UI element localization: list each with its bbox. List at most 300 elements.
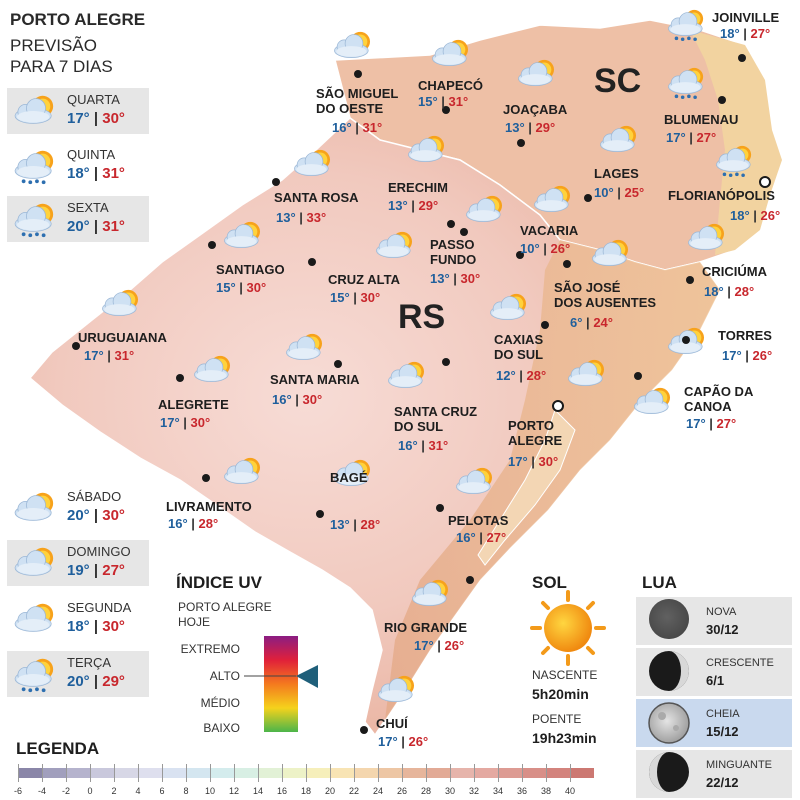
city-name: PASSO FUNDO <box>430 237 477 267</box>
city-max: 26° <box>444 638 465 653</box>
legend-tick <box>114 764 115 782</box>
city-name: LAGES <box>594 166 639 181</box>
city-max: 29° <box>418 198 439 213</box>
city-marker <box>208 241 216 249</box>
city-max: 27° <box>696 130 717 145</box>
legend-swatch <box>90 768 114 778</box>
city-temps: 10° | 25° <box>594 185 645 200</box>
uv-level-extremo: EXTREMO <box>180 642 240 656</box>
city-max: 30° <box>460 271 481 286</box>
city-max: 26° <box>408 734 429 749</box>
city-max: 27° <box>486 530 507 545</box>
legend-tick <box>162 764 163 782</box>
city-min: 16° <box>168 516 188 531</box>
city-name: CAPÃO DA CANOA <box>684 384 754 414</box>
forecast-day-name: SEGUNDA <box>67 600 132 615</box>
city-min: 17° <box>508 454 528 469</box>
legend-tick-label: 32 <box>468 786 479 796</box>
legend-swatch <box>114 768 138 778</box>
partly-cloudy-icon <box>282 330 330 368</box>
forecast-max: 31° <box>102 165 125 182</box>
city-temps: 17° | 30° <box>160 415 211 430</box>
city-min: 13° <box>388 198 408 213</box>
legend-tick-label: 30 <box>444 786 455 796</box>
uv-title: ÍNDICE UV <box>176 573 262 592</box>
forecast-day-name: SEXTA <box>67 200 109 215</box>
city-marker <box>308 258 316 266</box>
sun-rain-icon <box>9 147 63 187</box>
city-max: 24° <box>593 315 613 330</box>
legend-tick <box>186 764 187 782</box>
legend-tick <box>378 764 379 782</box>
city-max: 30° <box>246 280 267 295</box>
city-marker <box>686 276 694 284</box>
partly-cloudy-icon <box>596 122 644 160</box>
moon-phase-name: CHEIA <box>706 708 740 720</box>
legend-tick-label: 0 <box>87 786 93 796</box>
legend-swatch <box>546 768 570 778</box>
city-name: CHUÍ <box>376 716 408 731</box>
forecast-day <box>7 540 149 586</box>
forecast-max: 27° <box>102 562 125 579</box>
legend-tick <box>258 764 259 782</box>
legend-tick-label: 2 <box>111 786 117 796</box>
partly-cloudy-icon <box>404 132 452 170</box>
city-name: SÃO JOSÉ DOS AUSENTES <box>554 280 657 310</box>
city-min: 17° <box>84 348 104 363</box>
moon-phase-date: 15/12 <box>706 724 739 739</box>
city-temps: 13° | 29° <box>505 120 556 135</box>
partly-cloudy-icon <box>452 464 500 502</box>
forecast-min: 20° <box>67 507 90 524</box>
city-min: 17° <box>160 415 180 430</box>
legend-swatch <box>402 768 426 778</box>
rain-cloud-icon <box>664 64 712 102</box>
uv-level-baixo: BAIXO <box>203 721 240 735</box>
partly-cloudy-icon <box>190 352 238 390</box>
legend-tick-label: 14 <box>252 786 263 796</box>
legend-tick <box>546 764 547 782</box>
legend-tick <box>522 764 523 782</box>
capital-marker <box>759 176 771 188</box>
moon-phase-date: 6/1 <box>706 673 725 688</box>
legend-tick-label: 28 <box>420 786 431 796</box>
forecast-day-name: SÁBADO <box>67 489 122 504</box>
city-name: ALEGRETE <box>158 397 229 412</box>
city-temps: 6° | 24° <box>570 315 613 330</box>
city-min: 6° <box>570 315 583 330</box>
partly-cloudy-icon <box>384 358 432 396</box>
legend-tick <box>90 764 91 782</box>
city-min: 15° <box>330 290 350 305</box>
city-temps: 16° | 31° <box>332 120 383 135</box>
city-max: 27° <box>716 416 737 431</box>
legend-tick-label: 16 <box>276 786 287 796</box>
legend-swatch <box>426 768 450 778</box>
legend-tick <box>234 764 235 782</box>
city-marker <box>682 336 690 344</box>
city-marker <box>316 510 324 518</box>
partly-cloudy-icon <box>220 454 268 492</box>
city-temps: 16° | 31° <box>398 438 449 453</box>
legend-tick-label: 12 <box>228 786 239 796</box>
partly-cloudy-icon <box>330 28 378 66</box>
city-temps: 13° | 29° <box>388 198 439 213</box>
moon-waning-icon <box>649 752 689 792</box>
city-marker <box>466 576 474 584</box>
forecast-day-temps: 18° | 30° <box>67 618 125 635</box>
city-name: PELOTAS <box>448 513 509 528</box>
city-temps: 17° | 27° <box>686 416 737 431</box>
city-name: SANTA ROSA <box>274 190 359 205</box>
city-marker <box>334 360 342 368</box>
city-name: ERECHIM <box>388 180 448 195</box>
legend-tick-label: 40 <box>564 786 575 796</box>
legend-tick <box>354 764 355 782</box>
city-min: 16° <box>456 530 476 545</box>
partly-cloudy-icon <box>374 672 422 710</box>
uv-subtitle: PORTO ALEGRE HOJE <box>178 600 272 629</box>
city-name: BLUMENAU <box>664 112 739 127</box>
city-temps: 16° | 30° <box>272 392 323 407</box>
city-marker <box>272 178 280 186</box>
legend-swatch <box>162 768 186 778</box>
rain-cloud-icon <box>712 142 760 180</box>
sun-title: SOL <box>532 573 567 592</box>
forecast-day <box>7 596 149 642</box>
forecast-day-name: QUARTA <box>67 92 120 107</box>
forecast-max: 30° <box>102 507 125 524</box>
legend-tick <box>138 764 139 782</box>
forecast-min: 18° <box>67 165 90 182</box>
city-marker <box>584 194 592 202</box>
legend-tick <box>66 764 67 782</box>
legend-tick <box>402 764 403 782</box>
legend-tick-label: -2 <box>61 786 70 796</box>
legend-tick-label: 22 <box>348 786 359 796</box>
partly-cloudy-icon <box>530 182 578 220</box>
city-name: SANTIAGO <box>216 262 285 277</box>
city-name: LIVRAMENTO <box>166 499 252 514</box>
moon-phase-name: CRESCENTE <box>706 657 774 669</box>
forecast-min: 19° <box>67 562 90 579</box>
city-marker <box>176 374 184 382</box>
sunrise-label: NASCENTE <box>532 668 598 682</box>
legend-tick <box>498 764 499 782</box>
legend-tick-label: 26 <box>396 786 407 796</box>
city-max: 30° <box>360 290 381 305</box>
city-name: SÃO MIGUEL DO OESTE <box>316 86 399 116</box>
city-name: VACARIA <box>520 223 579 238</box>
sun-icon <box>532 592 604 664</box>
capital-marker <box>552 400 564 412</box>
partly-cloudy-icon <box>462 192 510 230</box>
city-max: 30° <box>538 454 559 469</box>
partly-cloudy-icon <box>428 36 476 74</box>
city-min: 17° <box>378 734 398 749</box>
city-max: 31° <box>114 348 135 363</box>
city-temps: 16° | 27° <box>456 530 507 545</box>
forecast-day <box>7 88 149 134</box>
moon-phase-date: 22/12 <box>706 775 739 790</box>
partly-cloudy-icon <box>372 228 420 266</box>
city-max: 28° <box>360 517 381 532</box>
forecast-day-temps: 18° | 31° <box>67 165 125 182</box>
legend-tick <box>42 764 43 782</box>
legend-tick-label: 24 <box>372 786 383 796</box>
forecast-day <box>7 143 149 189</box>
legend-swatch <box>522 768 546 778</box>
forecast-min: 17° <box>67 110 90 127</box>
moon-phase-name: NOVA <box>706 606 737 618</box>
city-name: CAXIAS DO SUL <box>494 332 544 362</box>
legend-tick <box>570 764 571 782</box>
city-marker <box>442 358 450 366</box>
legend-tick-label: 38 <box>540 786 551 796</box>
city-min: 17° <box>414 638 434 653</box>
legend-tick-label: -4 <box>37 786 46 796</box>
moon-crescent-icon <box>649 651 689 691</box>
partly-cloudy-icon <box>588 236 636 274</box>
city-marker <box>563 260 571 268</box>
city-min: 17° <box>666 130 686 145</box>
partly-cloudy-icon <box>408 576 456 614</box>
city-marker <box>541 321 549 329</box>
partly-cloudy-icon <box>9 489 63 529</box>
legend-swatch <box>450 768 474 778</box>
legend-tick-label: 18 <box>300 786 311 796</box>
legend-tick-label: 34 <box>492 786 503 796</box>
legend-swatch <box>258 768 282 778</box>
city-max: 30° <box>302 392 323 407</box>
partly-cloudy-icon <box>9 544 63 584</box>
city-min: 16° <box>272 392 292 407</box>
legend-tick <box>282 764 283 782</box>
city-max: 26° <box>760 208 781 223</box>
partly-cloudy-icon <box>684 220 732 258</box>
page-subtitle: PREVISÃO PARA 7 DIAS <box>10 36 113 76</box>
city-name: FLORIANÓPOLIS <box>668 188 775 203</box>
city-name: SANTA CRUZ DO SUL <box>394 404 478 434</box>
city-max: 28° <box>526 368 547 383</box>
city-temps: 16° | 28° <box>168 516 219 531</box>
sunrise-time: 5h20min <box>532 686 589 702</box>
legend-swatch <box>354 768 378 778</box>
forecast-day <box>7 196 149 242</box>
moon-phase-name: MINGUANTE <box>706 759 772 771</box>
city-temps: 15° | 30° <box>216 280 267 295</box>
city-min: 17° <box>686 416 706 431</box>
city-temps: 18° | 28° <box>704 284 755 299</box>
legend-tick-label: 10 <box>204 786 215 796</box>
forecast-max: 30° <box>102 618 125 635</box>
city-min: 12° <box>496 368 516 383</box>
uv-scale-bar <box>264 636 298 732</box>
city-max: 31° <box>448 94 469 109</box>
page-title: PORTO ALEGRE <box>10 10 146 29</box>
city-max: 28° <box>734 284 755 299</box>
sun-rain-icon <box>9 655 63 695</box>
legend-swatch <box>474 768 498 778</box>
city-max: 31° <box>428 438 449 453</box>
moon-phase-date: 30/12 <box>706 622 739 637</box>
city-max: 27° <box>750 26 771 41</box>
legend-title: LEGENDA <box>16 739 100 758</box>
city-temps: 17° | 27° <box>666 130 717 145</box>
uv-level-medio: MÉDIO <box>200 696 240 710</box>
city-name: JOAÇABA <box>503 102 568 117</box>
forecast-day-name: DOMINGO <box>67 544 131 559</box>
city-temps: 17° | 30° <box>508 454 559 469</box>
city-marker <box>517 139 525 147</box>
forecast-min: 20° <box>67 218 90 235</box>
city-temps: 18° | 26° <box>730 208 781 223</box>
partly-cloudy-icon <box>514 56 562 94</box>
partly-cloudy-icon <box>290 146 338 184</box>
city-max: 31° <box>362 120 383 135</box>
city-max: 25° <box>624 185 645 200</box>
forecast-min: 18° <box>67 618 90 635</box>
legend-swatch <box>498 768 522 778</box>
sun-rain-icon <box>9 200 63 240</box>
city-name: BAGÉ <box>330 470 368 485</box>
city-min: 18° <box>730 208 750 223</box>
partly-cloudy-icon <box>98 286 146 324</box>
city-min: 15° <box>418 94 438 109</box>
rain-cloud-icon <box>664 6 712 44</box>
moon-title: LUA <box>642 573 677 592</box>
legend-tick <box>426 764 427 782</box>
partly-cloudy-icon <box>9 600 63 640</box>
city-min: 17° <box>722 348 742 363</box>
city-temps: 17° | 31° <box>84 348 135 363</box>
city-name: URUGUAIANA <box>78 330 167 345</box>
legend-swatch <box>66 768 90 778</box>
forecast-day <box>7 651 149 697</box>
city-temps: 15° | 30° <box>330 290 381 305</box>
city-max: 30° <box>190 415 211 430</box>
city-min: 13° <box>505 120 525 135</box>
city-max: 33° <box>306 210 327 225</box>
city-marker <box>202 474 210 482</box>
legend-swatch <box>282 768 306 778</box>
legend-tick-label: 36 <box>516 786 527 796</box>
legend-tick-label: -6 <box>13 786 22 796</box>
partly-cloudy-icon <box>220 218 268 256</box>
city-temps: 12° | 28° <box>496 368 547 383</box>
legend-tick <box>330 764 331 782</box>
moon-full-icon <box>649 703 689 743</box>
city-name: TORRES <box>718 328 772 343</box>
partly-cloudy-icon <box>630 384 678 422</box>
city-max: 26° <box>752 348 773 363</box>
forecast-max: 29° <box>102 673 125 690</box>
city-marker <box>718 96 726 104</box>
legend-tick-label: 6 <box>159 786 165 796</box>
city-min: 18° <box>720 26 740 41</box>
city-marker <box>436 504 444 512</box>
forecast-max: 30° <box>102 110 125 127</box>
city-name: CRICIÚMA <box>702 264 767 279</box>
legend-swatch <box>18 768 42 778</box>
legend-swatch <box>306 768 330 778</box>
legend-tick-label: 8 <box>183 786 189 796</box>
city-temps: 15° | 31° <box>418 94 469 109</box>
forecast-min: 20° <box>67 673 90 690</box>
city-marker <box>360 726 368 734</box>
city-min: 10° <box>594 185 614 200</box>
city-name: CRUZ ALTA <box>328 272 400 287</box>
city-min: 15° <box>216 280 236 295</box>
city-marker <box>634 372 642 380</box>
city-name: PORTO ALEGRE <box>508 418 563 448</box>
legend-tick-label: 20 <box>324 786 335 796</box>
partly-cloudy-icon <box>564 356 612 394</box>
city-temps: 17° | 26° <box>378 734 429 749</box>
partly-cloudy-icon <box>9 92 63 132</box>
city-marker <box>447 220 455 228</box>
city-min: 13° <box>330 517 350 532</box>
forecast-day <box>7 485 149 531</box>
forecast-day-temps: 20° | 31° <box>67 218 125 235</box>
legend-tick <box>210 764 211 782</box>
city-min: 10° <box>520 241 540 256</box>
city-temps: 17° | 26° <box>414 638 465 653</box>
moon-new-icon <box>649 599 689 639</box>
legend-swatch <box>138 768 162 778</box>
sunset-time: 19h23min <box>532 730 597 746</box>
city-temps: 17° | 26° <box>722 348 773 363</box>
legend-swatch <box>234 768 258 778</box>
city-name: RIO GRANDE <box>384 620 468 635</box>
legend-tick <box>474 764 475 782</box>
forecast-day-temps: 19° | 27° <box>67 562 125 579</box>
forecast-day-name: QUINTA <box>67 147 116 162</box>
city-max: 29° <box>535 120 556 135</box>
legend-swatch <box>330 768 354 778</box>
forecast-max: 31° <box>102 218 125 235</box>
state-label-sc: SC <box>594 62 642 100</box>
legend-tick-label: 4 <box>135 786 141 796</box>
city-min: 16° <box>332 120 352 135</box>
city-max: 28° <box>198 516 219 531</box>
city-temps: 18° | 27° <box>720 26 771 41</box>
city-temps: 13° | 30° <box>430 271 481 286</box>
city-min: 13° <box>276 210 296 225</box>
city-marker <box>460 228 468 236</box>
city-temps: 13° | 33° <box>276 210 327 225</box>
city-name: JOINVILLE <box>712 10 780 25</box>
legend-tick <box>18 764 19 782</box>
city-name: CHAPECÓ <box>418 78 484 93</box>
forecast-day-temps: 20° | 29° <box>67 673 125 690</box>
uv-level-alto: ALTO <box>209 669 240 683</box>
legend-tick <box>306 764 307 782</box>
legend-swatch <box>210 768 234 778</box>
legend-swatch <box>186 768 210 778</box>
sunset-label: POENTE <box>532 712 582 726</box>
city-min: 16° <box>398 438 418 453</box>
city-temps: 10° | 26° <box>520 241 571 256</box>
state-label-rs: RS <box>398 298 446 336</box>
forecast-day-temps: 20° | 30° <box>67 507 125 524</box>
city-min: 18° <box>704 284 724 299</box>
forecast-day-name: TERÇA <box>67 655 112 670</box>
legend-swatch <box>378 768 402 778</box>
city-name: SANTA MARIA <box>270 372 360 387</box>
legend-swatch <box>570 768 594 778</box>
city-marker <box>738 54 746 62</box>
